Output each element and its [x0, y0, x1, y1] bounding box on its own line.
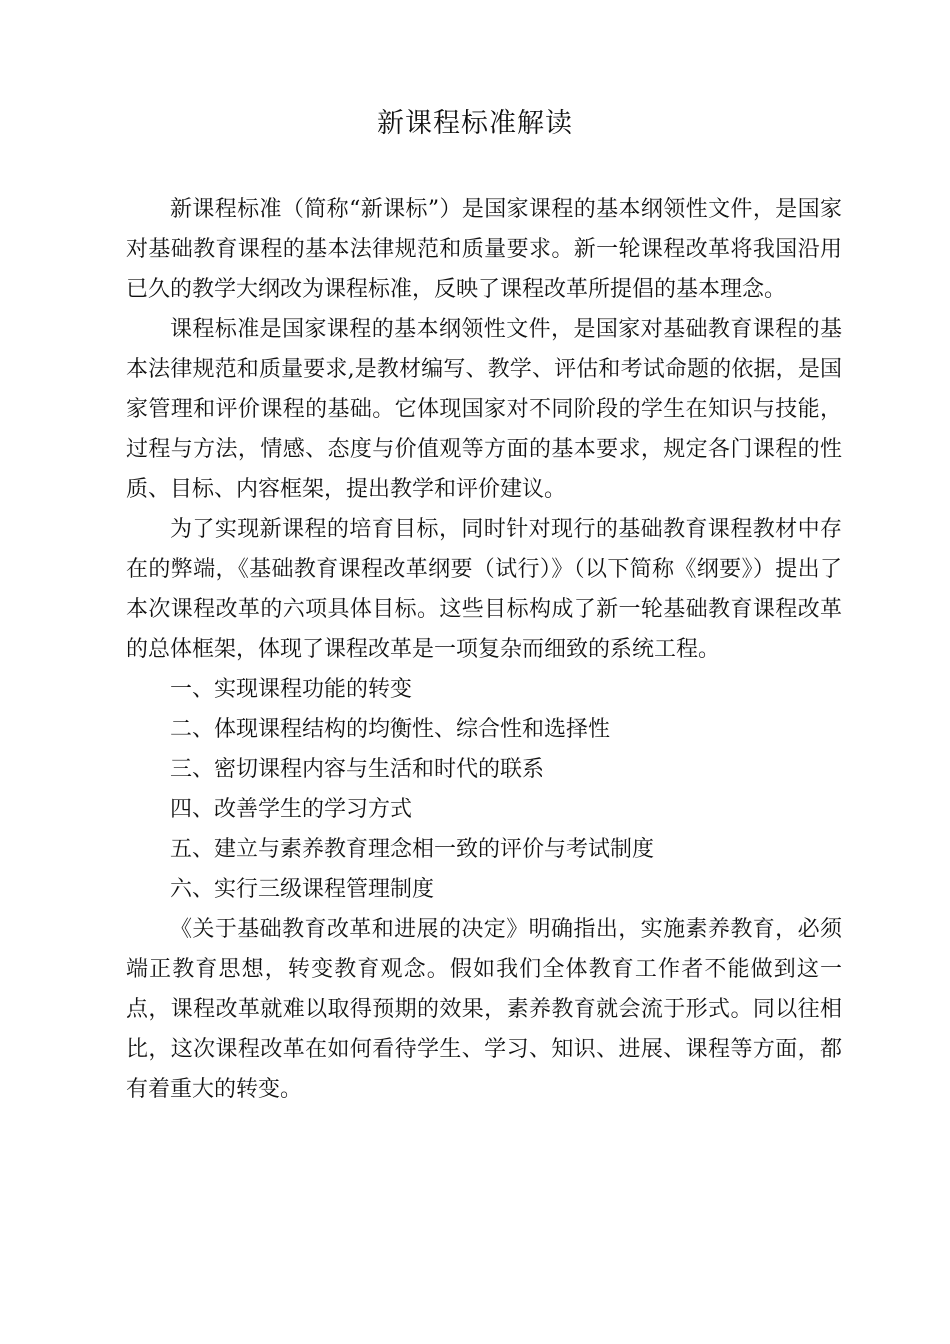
- goal-item-6: 六、实行三级课程管理制度: [170, 877, 435, 902]
- document-body: [126, 190, 842, 1110]
- document-title: 新课程标准解读: [377, 108, 573, 139]
- paragraph-reform-goals: 为了实现新课程的培育目标，同时针对现行的基础教育课程教材中存在的弊端，《基础教育课程改革纲要（试行）》（以下简称《纲要》）提出了本次课程改革的六项具体目标。这些目标构成了新一轮基础教育课程改革的总体框架，体现了课程改革是一项复杂而细致的系统工程。: [126, 517, 842, 662]
- goal-item-5: 五、建立与素养教育理念相一致的评价与考试制度: [170, 837, 655, 862]
- goal-item-4: 四、改善学生的学习方式: [170, 797, 413, 822]
- paragraph-intro: 新课程标准（简称“新课标”）是国家课程的基本纲领性文件，是国家对基础教育课程的基本法律规范和质量要求。新一轮课程改革将我国沿用已久的教学大纲改为课程标准，反映了课程改革所提倡的基本理念。: [126, 197, 842, 302]
- paragraph-closing: 《关于基础教育改革和进展的决定》明确指出，实施素养教育，必须端正教育思想，转变教育观念。假如我们全体教育工作者不能做到这一点，课程改革就难以取得预期的效果，素养教育就会流于形式。同以往相比，这次课程改革在如何看待学生、学习、知识、进展、课程等方面，都有着重大的转变。: [126, 917, 842, 1102]
- goal-item-3: 三、密切课程内容与生活和时代的联系: [170, 757, 545, 782]
- goal-item-2: 二、体现课程结构的均衡性、综合性和选择性: [170, 717, 611, 742]
- paragraph-curriculum-standard: 课程标准是国家课程的基本纲领性文件，是国家对基础教育课程的基本法律规范和质量要求,是教材编写、教学、评估和考试命题的依据，是国家管理和评价课程的基础。它体现国家对不同阶段的学生在知识与技能，过程与方法，情感、态度与价值观等方面的基本要求，规定各门课程的性质、目标、内容框架，提出教学和评价建议。: [126, 317, 842, 502]
- goal-item-1: 一、实现课程功能的转变: [170, 677, 413, 702]
